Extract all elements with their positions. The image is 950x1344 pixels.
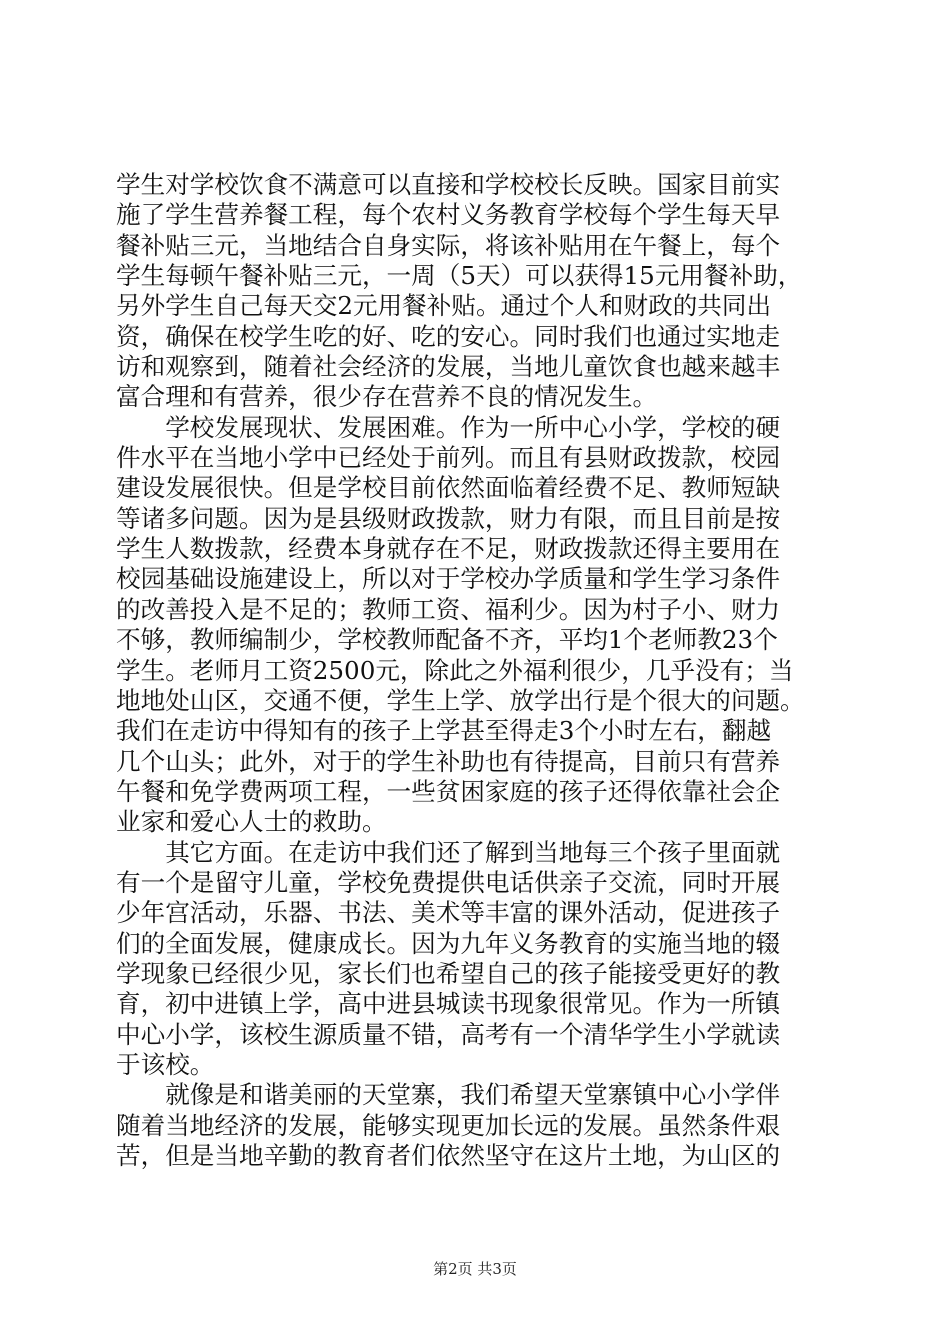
text-line: 学生对学校饮食不满意可以直接和学校校长反映。国家目前实: [116, 170, 781, 199]
text-line: 的改善投入是不足的；教师工资、福利少。因为村子小、财力: [116, 594, 781, 624]
text-line: 有一个是留守儿童，学校免费提供电话供亲子交流，同时开展: [116, 867, 781, 897]
text-line: 就像是和谐美丽的天堂寨，我们希望天堂寨镇中心小学伴: [116, 1080, 781, 1110]
text-line: 件水平在当地小学中已经处于前列。而且有县财政拨款，校园: [116, 443, 781, 473]
text-line: 少年宫活动，乐器、书法、美术等丰富的课外活动，促进孩子: [116, 898, 781, 928]
text-line: 等诸多问题。因为是县级财政拨款，财力有限，而且目前是按: [116, 503, 781, 533]
text-line: 业家和爱心人士的救助。: [116, 807, 387, 837]
text-line: 另外学生自己每天交2元用餐补贴。通过个人和财政的共同出: [116, 291, 772, 321]
page-footer: 第2页 共3页: [433, 1260, 517, 1278]
text-line: 苦，但是当地辛勤的教育者们依然坚守在这片土地，为山区的: [116, 1141, 781, 1170]
text-line: 学校发展现状、发展困难。作为一所中心小学，学校的硬: [116, 412, 781, 442]
text-line: 富合理和有营养，很少存在营养不良的情况发生。: [116, 382, 658, 412]
text-line: 学生人数拨款，经费本身就存在不足，财政拨款还得主要用在: [116, 534, 781, 564]
text-line: 学生每顿午餐补贴三元，一周（5天）可以获得15元用餐补助，: [116, 261, 803, 291]
text-line: 育，初中进镇上学，高中进县城读书现象很常见。作为一所镇: [116, 989, 781, 1019]
text-line: 午餐和免学费两项工程，一些贫困家庭的孩子还得依靠社会企: [116, 776, 781, 806]
text-line: 施了学生营养餐工程，每个农村义务教育学校每个学生每天早: [116, 200, 781, 230]
text-line: 于该校。: [116, 1049, 215, 1079]
text-line: 其它方面。在走访中我们还了解到当地每三个孩子里面就: [116, 837, 781, 867]
text-line: 我们在走访中得知有的孩子上学甚至得走3个小时左右，翻越: [116, 716, 772, 746]
text-line: 资，确保在校学生吃的好、吃的安心。同时我们也通过实地走: [116, 321, 781, 351]
text-line: 们的全面发展，健康成长。因为九年义务教育的实施当地的辍: [116, 928, 781, 958]
text-line: 不够，教师编制少，学校教师配备不齐，平均1个老师教23个: [116, 625, 778, 655]
text-line: 学现象已经很少见，家长们也希望自己的孩子能接受更好的教: [116, 958, 781, 988]
text-line: 中心小学，该校生源质量不错，高考有一个清华学生小学就读: [116, 1019, 781, 1049]
text-line: 校园基础设施建设上，所以对于学校办学质量和学生学习条件: [116, 564, 781, 594]
text-line: 地地处山区，交通不便，学生上学、放学出行是个很大的问题。: [116, 685, 805, 715]
text-line: 学生。老师月工资2500元，除此之外福利很少，几乎没有；当: [116, 655, 794, 685]
text-line: 访和观察到，随着社会经济的发展，当地儿童饮食也越来越丰: [116, 352, 781, 382]
text-line: 随着当地经济的发展，能够实现更加长远的发展。虽然条件艰: [116, 1110, 781, 1140]
text-line: 建设发展很快。但是学校目前依然面临着经费不足、教师短缺: [116, 473, 781, 503]
text-line: 餐补贴三元，当地结合自身实际，将该补贴用在午餐上，每个: [116, 230, 781, 260]
text-line: 几个山头；此外，对于的学生补助也有待提高，目前只有营养: [116, 746, 781, 776]
